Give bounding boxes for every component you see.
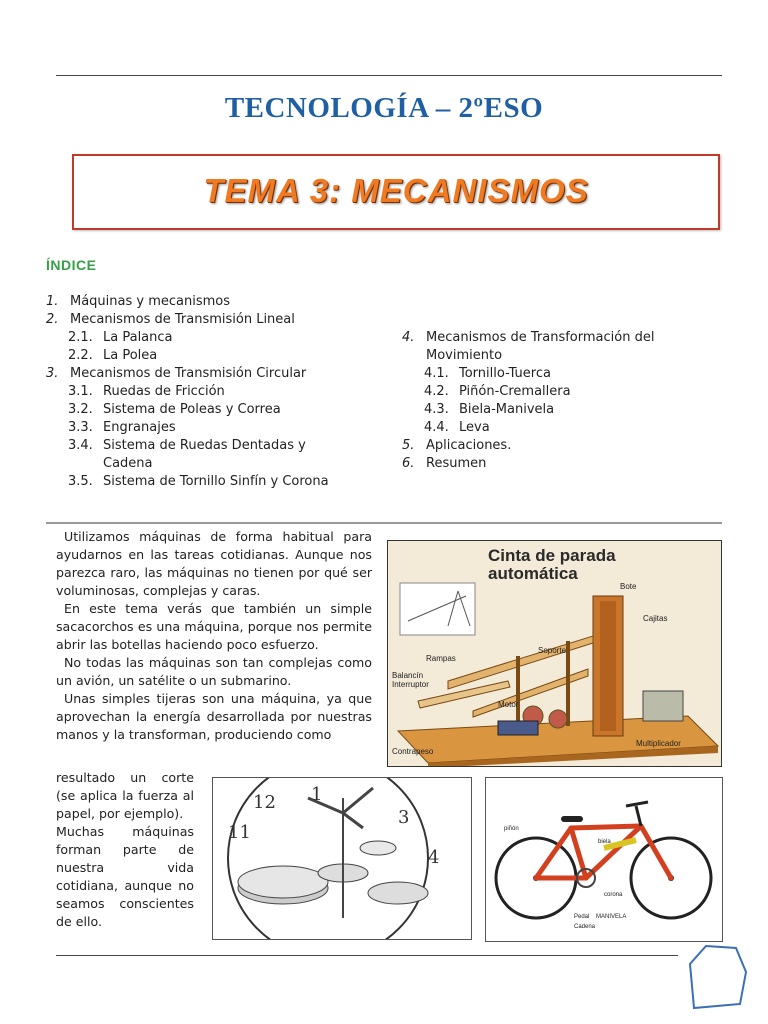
index-heading: ÍNDICE (46, 257, 97, 273)
tema-title: TEMA 3: MECANISMOS (203, 172, 589, 209)
svg-text:11: 11 (228, 822, 251, 843)
toc-label: Piñón-Cremallera (459, 384, 571, 399)
toc-number: 3. (46, 366, 59, 381)
tema-banner (72, 154, 720, 230)
toc-number: 3.1. (68, 384, 93, 399)
toc-item (68, 437, 306, 455)
toc-item (68, 419, 176, 437)
section-divider (46, 522, 722, 524)
cinta-parada-image (387, 540, 722, 767)
toc-number: 6. (402, 456, 415, 471)
svg-text:12: 12 (253, 792, 276, 813)
toc-item (402, 455, 486, 473)
toc-number: 4.1. (424, 366, 449, 381)
paragraph: Utilizamos máquinas de forma habitual para ayudarnos en las tareas cotidianas. Aunque nos parezca raro, las máquinas no tienen por qué ser voluminosas, complejas y caras. (56, 529, 372, 598)
toc-number: 3.5. (68, 474, 93, 489)
toc-number: 4.4. (424, 420, 449, 435)
toc-label: Movimiento (426, 348, 503, 363)
top-rule (56, 75, 722, 76)
toc-number: 1. (46, 294, 59, 309)
toc-label: Leva (459, 420, 490, 435)
toc-number: 4. (402, 330, 415, 345)
cinta-label: Bote (620, 582, 637, 591)
toc-item (424, 383, 571, 401)
cinta-label: Multiplicador (636, 739, 681, 748)
bottom-rule (56, 955, 678, 956)
toc-item (68, 383, 225, 401)
toc-number: 2. (46, 312, 59, 327)
toc-item (424, 401, 554, 419)
toc-label: Sistema de Tornillo Sinfín y Corona (103, 474, 329, 489)
cinta-label: Motor (498, 700, 519, 709)
bici-label: Cadena (574, 924, 596, 930)
paragraph: En este tema verás que también un simple sacacorchos es una máquina, porque nos permite abrir las botellas haciendo poco esfuerzo. (56, 601, 372, 652)
bici-label: corona (604, 892, 623, 898)
cinta-label: Balancín (392, 671, 424, 680)
toc-label: Ruedas de Fricción (103, 384, 225, 399)
intro-text (56, 528, 372, 744)
toc-item (46, 311, 295, 329)
toc-label: Tornillo-Tuerca (459, 366, 551, 381)
toc-number: 4.3. (424, 402, 449, 417)
cinta-label: Cajitas (643, 614, 668, 623)
toc-label: Cadena (103, 456, 153, 471)
bici-label: piñón (504, 826, 519, 832)
toc-item (402, 437, 511, 455)
corner-decoration-icon (688, 942, 748, 1012)
toc-label: Mecanismos de Transmisión Circular (70, 366, 307, 381)
cinta-label: Soporte (538, 646, 567, 655)
toc-number: 2.2. (68, 348, 93, 363)
reloj-engranajes-image (212, 777, 472, 940)
toc-number: 2.1. (68, 330, 93, 345)
toc-label: La Polea (103, 348, 158, 363)
toc-label: La Palanca (103, 330, 173, 345)
toc-number: 3.2. (68, 402, 93, 417)
toc-label: Resumen (426, 456, 487, 471)
toc-label: Aplicaciones. (426, 438, 512, 453)
paragraph: No todas las máquinas son tan complejas como un avión, un satélite o un submarino. (56, 655, 372, 688)
toc-item (402, 329, 654, 347)
toc-item (68, 401, 281, 419)
toc-label: Engranajes (103, 420, 176, 435)
bicicleta-image (485, 777, 723, 942)
page-title: TECNOLOGÍA – 2ºESO (224, 92, 544, 124)
bici-label: biela (598, 839, 611, 845)
toc-item (46, 293, 230, 311)
toc-number: 3.4. (68, 438, 93, 453)
toc-number: 5. (402, 438, 415, 453)
paragraph: Muchas máquinas forman parte de nuestra vida cotidiana, aunque no seamos conscientes de ello. (56, 824, 194, 929)
toc-number: 3.3. (68, 420, 93, 435)
cinta-title-1: Cinta de parada (488, 546, 616, 565)
svg-text:1: 1 (311, 784, 323, 805)
svg-text:4: 4 (428, 847, 440, 868)
toc-item (68, 329, 173, 347)
toc-label: Máquinas y mecanismos (70, 294, 231, 309)
paragraph: resultado un corte (se aplica la fuerza al papel, por ejemplo). (56, 770, 194, 821)
toc-label: Mecanismos de Transformación del (426, 330, 655, 345)
cinta-label: Rampas (426, 654, 456, 663)
toc-item (68, 455, 153, 473)
toc-label: Sistema de Poleas y Correa (103, 402, 281, 417)
toc-item (68, 473, 329, 491)
toc-item (424, 419, 490, 437)
cinta-label: Contrapeso (392, 747, 434, 756)
toc-number: 4.2. (424, 384, 449, 399)
toc-item (68, 347, 157, 365)
cinta-title-2: automática (488, 564, 578, 583)
svg-text:3: 3 (398, 807, 410, 828)
toc-label: Mecanismos de Transmisión Lineal (70, 312, 295, 327)
toc-item (46, 365, 306, 383)
toc-label: Sistema de Ruedas Dentadas y (103, 438, 306, 453)
intro-text-narrow (56, 769, 194, 931)
toc-label: Biela-Manivela (459, 402, 555, 417)
cinta-label: Interruptor (392, 680, 429, 689)
paragraph: Unas simples tijeras son una máquina, ya que aprovechan la energía desarrollada por nuestras manos y la transforman, produciendo como (56, 691, 372, 742)
bici-label: Pedal (574, 914, 590, 920)
bici-label: MANIVELA (596, 914, 627, 920)
toc-item (402, 347, 502, 365)
toc-item (424, 365, 551, 383)
